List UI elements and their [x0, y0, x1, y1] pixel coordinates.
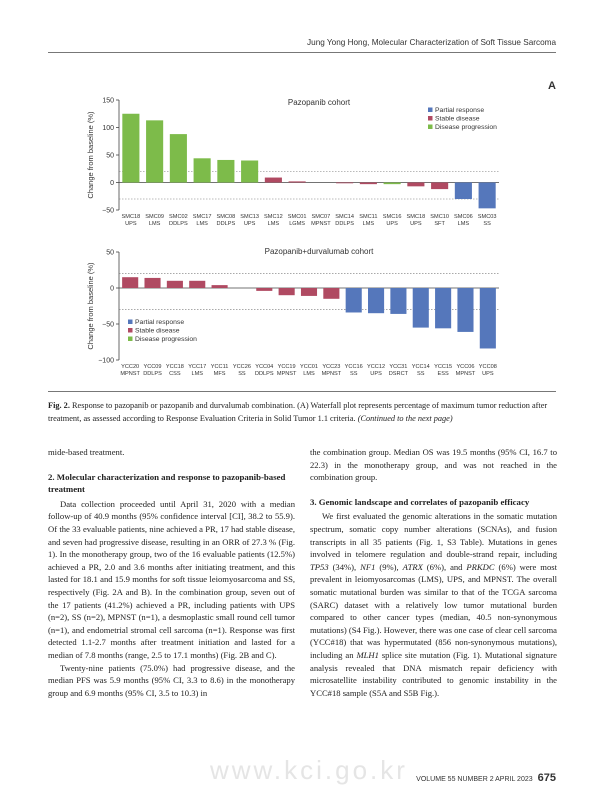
x-tick-label: SMC01 — [287, 214, 307, 220]
y-tick-label: −50 — [102, 207, 114, 215]
bar-smc13 — [241, 161, 258, 183]
text-run: (34%), — [328, 561, 361, 572]
x-tick-sublabel: CSS — [169, 371, 181, 377]
x-tick-label: YCC01 — [299, 364, 319, 370]
x-tick-sublabel: ESS — [437, 371, 449, 377]
text-run: (6%), and — [422, 561, 467, 572]
bar-smc02 — [170, 134, 187, 182]
x-tick-sublabel: DDLPS — [254, 371, 274, 377]
x-tick-label: YCC16 — [344, 364, 363, 370]
x-tick-label: SMC06 — [454, 214, 473, 220]
y-tick-label: 50 — [106, 152, 114, 160]
watermark: www.kci.go.kr — [210, 755, 408, 785]
bar-ycc14 — [413, 288, 429, 328]
y-tick-label: 150 — [102, 97, 114, 105]
paragraph: Twenty-nine patients (75.0%) had progressive disease, and the median PFS was 5.9 months (95% CI, 3.3 to 8.6) in the monotherapy group and 6.9 months (95% CI, 3.5 to 10.3) in — [48, 662, 295, 698]
bar-ycc01 — [301, 288, 317, 296]
x-tick-label: SMC11 — [359, 214, 378, 220]
x-tick-label: YCC26 — [232, 364, 251, 370]
x-tick-label: YCC19 — [277, 364, 296, 370]
bar-ycc06 — [457, 288, 473, 332]
legend-label: Disease progression — [435, 124, 497, 131]
paragraph: Data collection proceeded until April 31, 2020 with a median follow-up of 40.9 months (95% confidence interval [CI], 38.2 to 55.9). Of the 33 evaluable patients, nine achieved a PR, 17 had stable disease, and seven had progressive disease, resulting in an ORR of 27.3 % (Fig. 1). In the monotherapy group, two of the 16 evaluable patients (12.5%) achieved a PR, 2.0 and 3.6 months after initiating treatment, and this lasted for 18.1 and 15.9 months for soft tissue leiomyosarcoma and SS, respectively (Fig. 2A and B). In the combination group, seven out of the 17 patients (41.2%) achieved a PR, including patients with UPS (n=2), SS (n=2), MPNST (n=1), a desmoplastic small round cell tumor (n=1), and endometrial stromal cell sarcoma (n=1). Response was first detected 1.1-2.7 months after treatment initiation and lasted for a median of 7.8 months (range, 2.5 to 17.1 months) (Fig. 2B and C). — [48, 498, 295, 660]
x-tick-sublabel: MPNST — [311, 221, 331, 227]
text-run: splice site mutation (Fig. 1). Mutational signature analysis revealed that DNA mismatch repair deficiency with microsatellite instability contributed to genomic instability in the YCC#18 sample (S5A and S5B Fig.). — [310, 649, 557, 698]
x-tick-sublabel: SS — [238, 371, 246, 377]
x-tick-label: YCC17 — [188, 364, 207, 370]
x-tick-label: SMC18 — [121, 214, 141, 220]
x-tick-sublabel: LMS — [457, 221, 470, 227]
x-tick-label: YCC12 — [367, 364, 386, 370]
x-tick-label: YCC04 — [255, 364, 274, 370]
caption-label: Fig. 2. — [48, 401, 70, 410]
bar-smc12 — [265, 178, 282, 183]
x-tick-label: SMC07 — [311, 214, 331, 220]
x-tick-sublabel: LGMS — [289, 221, 306, 227]
x-tick-sublabel: DDLPS — [335, 221, 354, 227]
x-tick-label: SMC12 — [264, 214, 283, 220]
legend-swatch-progression — [128, 337, 133, 342]
x-tick-label: SMC18 — [406, 214, 426, 220]
x-tick-label: YCC06 — [456, 364, 475, 370]
x-tick-label: SMC13 — [240, 214, 259, 220]
bar-smc10 — [431, 183, 448, 190]
x-tick-label: YCC23 — [322, 364, 341, 370]
bar-ycc31 — [390, 288, 406, 314]
y-tick-label: 50 — [106, 249, 114, 257]
bar-smc08 — [217, 160, 234, 183]
legend-label: Stable disease — [135, 327, 180, 335]
x-tick-sublabel: SS — [483, 221, 491, 227]
y-tick-label: 0 — [110, 285, 114, 293]
x-tick-label: SMC08 — [216, 214, 236, 220]
x-tick-sublabel: DSRCT — [388, 371, 409, 377]
x-tick-sublabel: MPNST — [276, 371, 297, 377]
x-tick-sublabel: LMS — [191, 371, 203, 377]
x-tick-label: SMC10 — [430, 214, 449, 220]
legend-swatch-stable — [128, 328, 133, 333]
x-tick-sublabel: MPNST — [321, 371, 342, 377]
legend-label: Stable disease — [435, 115, 480, 123]
running-header: Jung Yong Hong, Molecular Characterization of Soft Tissue Sarcoma — [307, 38, 556, 47]
body-column-right — [310, 446, 557, 699]
waterfall-chart-combination — [0, 240, 600, 390]
y-tick-label: −50 — [102, 321, 114, 329]
x-tick-label: SMC02 — [169, 214, 188, 220]
x-tick-sublabel: LMS — [303, 371, 315, 377]
bar-smc14 — [336, 183, 353, 184]
bar-ycc17 — [189, 281, 205, 288]
bar-ycc15 — [435, 288, 451, 328]
y-tick-label: 0 — [110, 180, 114, 187]
caption-rule — [48, 391, 556, 392]
bar-smc09 — [146, 120, 163, 182]
x-tick-sublabel: LMS — [362, 221, 375, 227]
x-tick-sublabel: MPNST — [455, 371, 476, 377]
page-number: 675 — [537, 772, 556, 784]
x-tick-sublabel: SS — [417, 371, 425, 377]
x-tick-sublabel: UPS — [125, 221, 137, 227]
volume-info: VOLUME 55 NUMBER 2 APRIL 2023 — [416, 776, 533, 783]
x-tick-label: SMC16 — [382, 214, 402, 220]
x-tick-sublabel: MPNST — [120, 371, 140, 377]
x-tick-label: YCC15 — [434, 364, 453, 370]
page-footer — [416, 772, 556, 784]
bar-ycc09 — [144, 278, 160, 288]
bar-smc16 — [384, 183, 401, 185]
x-tick-label: YCC18 — [165, 364, 184, 370]
caption-text: Response to pazopanib or pazopanib and durvalumab combination. (A) Waterfall plot represents percentage of maximum tumor reduction after treatment, as assessed according to Response Evaluation Criteria in Solid Tumor 1.1 criteria. — [48, 401, 548, 423]
legend-label: Partial response — [435, 107, 485, 114]
bar-smc06 — [455, 183, 472, 200]
bar-smc11 — [360, 183, 377, 185]
y-axis-label: Change from baseline (%) — [86, 111, 95, 199]
bar-smc01 — [289, 181, 306, 182]
header-rule — [48, 52, 556, 53]
bar-ycc12 — [368, 288, 384, 313]
y-tick-label: 100 — [102, 125, 114, 132]
x-tick-label: SMC09 — [145, 214, 164, 220]
text-run: We first evaluated the genomic alterations in the somatic mutation spectrum, somatic copy number alterations (SCNAs), and fusion transcripts in all 35 patients (Fig. 1, S3 Table). Mutations in genes involved in telomere regulation and double-strand repair, including — [310, 511, 557, 560]
x-tick-sublabel: UPS — [243, 221, 256, 227]
legend-swatch-progression — [428, 125, 433, 130]
body-column-left — [48, 446, 295, 699]
gene-name: ATRX — [402, 561, 423, 572]
paragraph — [310, 510, 557, 699]
gene-name: TP53 — [310, 561, 329, 572]
y-tick-label: −100 — [98, 357, 114, 365]
bar-smc03 — [479, 183, 496, 209]
x-tick-sublabel: DDLPS — [169, 221, 188, 227]
x-tick-sublabel: DDLPS — [216, 221, 236, 227]
x-tick-sublabel: UPS — [370, 371, 382, 377]
x-tick-sublabel: SS — [349, 371, 358, 377]
bar-ycc18 — [167, 281, 183, 288]
bar-ycc04 — [256, 288, 272, 291]
waterfall-chart-pazopanib — [0, 92, 600, 227]
legend-label: Partial response — [135, 319, 185, 326]
x-tick-label: YCC08 — [478, 364, 497, 370]
bar-smc17 — [194, 158, 211, 182]
x-tick-label: YCC14 — [411, 364, 430, 370]
x-tick-label: SMC03 — [477, 214, 497, 220]
x-tick-sublabel: LMS — [196, 221, 208, 227]
legend-swatch-partial — [428, 108, 433, 113]
gene-name: MLH1 — [356, 649, 379, 660]
paragraph: the combination group. Median OS was 19.5 months (95% CI, 16.7 to 22.3) in the monotherapy group, and was not reached in the combination group. — [310, 447, 557, 483]
bar-ycc19 — [279, 288, 295, 295]
chart-title: Pazopanib cohort — [287, 98, 351, 107]
bar-ycc20 — [122, 277, 138, 288]
text-run: (9%), — [375, 561, 403, 572]
x-tick-sublabel: SFT — [434, 221, 445, 227]
x-tick-sublabel: LMS — [148, 221, 161, 227]
paragraph: mide-based treatment. — [48, 447, 125, 457]
x-tick-sublabel: LMS — [267, 221, 280, 227]
panel-label: A — [548, 80, 556, 92]
x-tick-sublabel: MFS — [213, 371, 226, 377]
x-tick-sublabel: UPS — [410, 221, 422, 227]
y-axis-label: Change from baseline (%) — [86, 262, 95, 350]
chart-title: Pazopanib+durvalumab cohort — [264, 247, 374, 256]
x-tick-sublabel: DDLPS — [143, 371, 162, 377]
bar-smc18 — [407, 183, 424, 187]
bar-ycc11 — [212, 285, 228, 288]
legend-swatch-stable — [428, 116, 433, 121]
x-tick-label: YCC20 — [121, 364, 140, 370]
bar-ycc08 — [480, 288, 496, 348]
x-tick-sublabel: UPS — [386, 221, 398, 227]
gene-name: NF1 — [360, 561, 376, 572]
legend-label: Disease progression — [135, 336, 197, 343]
figure-caption — [48, 400, 558, 425]
legend-swatch-partial — [128, 320, 133, 325]
section-heading: 3. Genomic landscape and correlates of pazopanib efficacy — [310, 496, 530, 507]
x-tick-label: SMC17 — [192, 214, 212, 220]
bar-ycc16 — [346, 288, 362, 312]
text-run: (6%) were most prevalent in leiomyosarcomas (LMS), UPS, and MPNST. The overall somatic mutational burden was similar to that of the TCGA sarcoma (SARC) dataset with a relatively low tumor mutational burden compared to other cancer types (median, 40.5 non-synonymous mutations) (S4 Fig.). However, there was one case of clear cell sarcoma (YCC#18) that was hypermutated (856 non-synonymous mutations), including an — [310, 561, 558, 660]
x-tick-label: YCC31 — [389, 364, 408, 370]
x-tick-sublabel: UPS — [482, 371, 494, 377]
caption-continued: (Continued to the next page) — [357, 413, 453, 423]
bar-ycc23 — [323, 288, 339, 299]
x-tick-label: YCC11 — [210, 364, 229, 370]
section-heading: 2. Molecular characterization and response to pazopanib-based treatment — [48, 471, 286, 495]
gene-name: PRKDC — [466, 561, 495, 572]
x-tick-label: YCC09 — [143, 364, 162, 370]
x-tick-label: SMC14 — [335, 214, 354, 220]
bar-smc18 — [122, 114, 139, 183]
